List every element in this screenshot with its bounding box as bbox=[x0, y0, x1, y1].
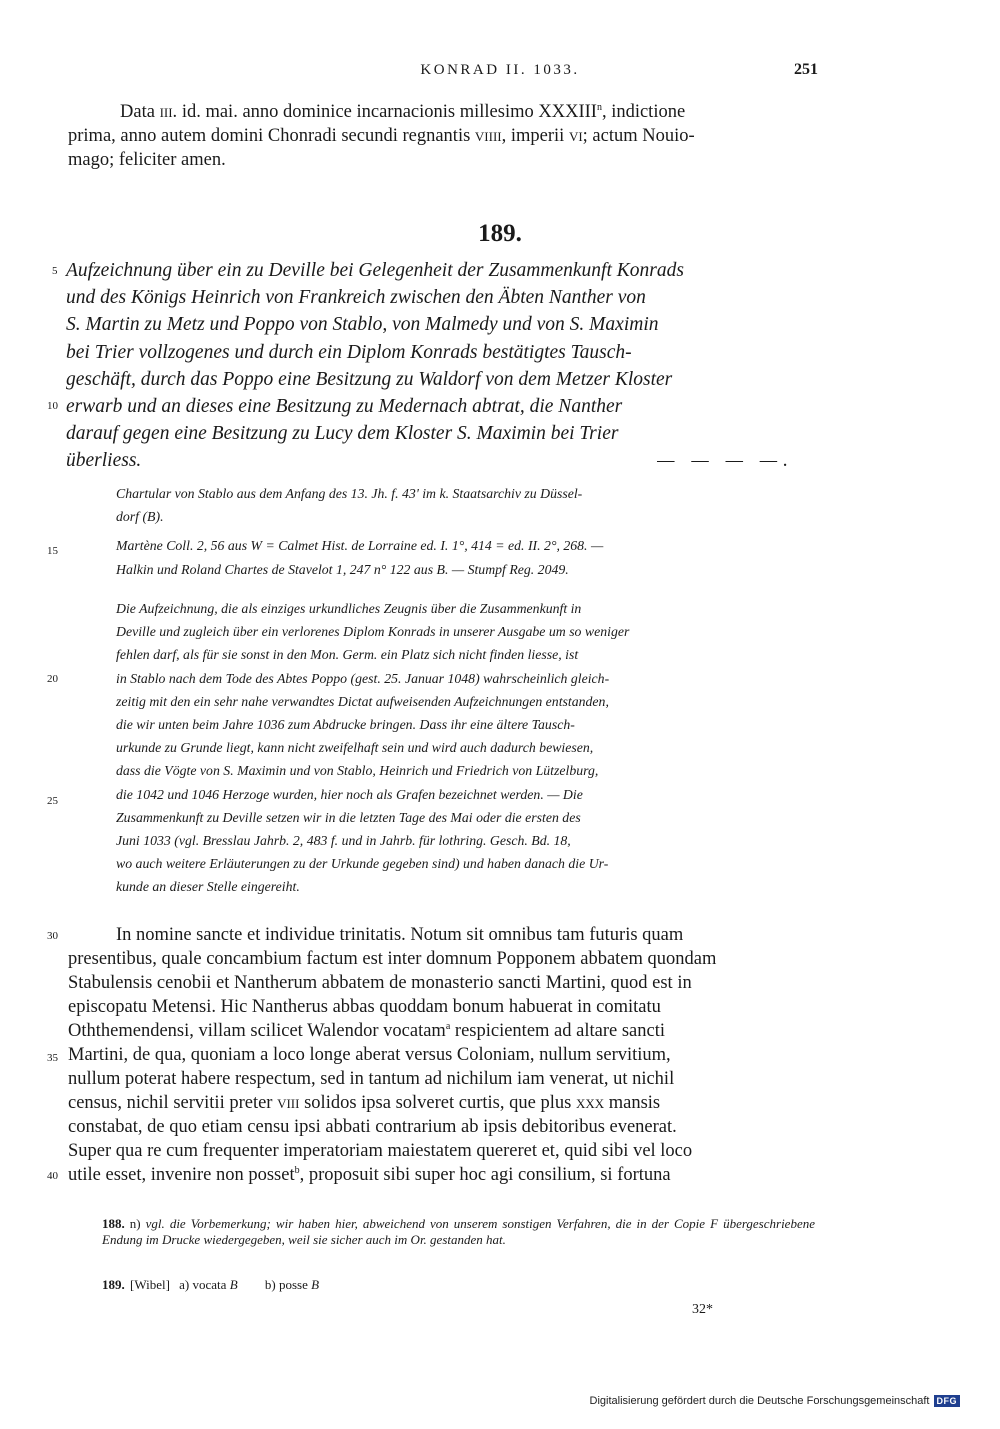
line-number-30: 30 bbox=[47, 930, 58, 942]
line-number-20: 20 bbox=[47, 673, 58, 685]
tradition-apparatus bbox=[116, 482, 816, 581]
summary-line: Aufzeichnung über ein zu Deville bei Gelegenheit der Zusammenkunft Konrads bbox=[66, 260, 684, 281]
dating-line-3: mago; feliciter amen. bbox=[68, 150, 226, 170]
text-line: Oththemendensi, villam scilicet Walendor vocatam$^a$ respicientem ad altare sancti bbox=[68, 1020, 665, 1041]
line-number-10: 10 bbox=[47, 400, 58, 412]
summary-line: bei Trier vollzogenes und durch ein Diplom Konrads bestätigtes Tausch- bbox=[66, 341, 632, 363]
summary-line: S. Martin zu Metz und Poppo von Stablo, von Malmedy und von S. Maximin bbox=[66, 314, 659, 336]
preface-line: urkunde zu Grunde liegt, kann nicht zweifelhaft sein und wird auch dadurch bewiesen, bbox=[116, 740, 594, 756]
footnote-variant-b: b) posse bbox=[264, 1277, 308, 1292]
footnote-variant-a: a) vocata bbox=[179, 1277, 227, 1292]
summary-line: geschäft, durch das Poppo eine Besitzung zu Waldorf von dem Metzer Kloster bbox=[66, 368, 673, 390]
summary-dashes: — — — —. bbox=[657, 450, 794, 472]
preface-line: in Stablo nach dem Tode des Abtes Poppo (gest. 25. Januar 1048) wahrscheinlich gleich- bbox=[116, 670, 610, 686]
line-number-40: 40 bbox=[47, 1170, 58, 1182]
line-number-15: 15 bbox=[47, 545, 58, 557]
text-line: nullum poterat habere respectum, sed in tantum ad nichilum iam venerat, ut nichil bbox=[68, 1069, 675, 1089]
dating-clause bbox=[68, 100, 818, 172]
preface-line: Juni 1033 (vgl. Bresslau Jahrb. 2, 483 f. und in Jahrb. für lothring. Gesch. Bd. 18, bbox=[116, 833, 571, 849]
page-number: 251 bbox=[794, 61, 818, 78]
running-header-title: KONRAD II. 1033. bbox=[420, 62, 580, 78]
tradition-line: dorf (B). bbox=[116, 509, 164, 525]
tradition-line: Chartular von Stablo aus dem Anfang des 13. Jh. f. 43' im k. Staatsarchiv zu Düssel- bbox=[116, 486, 583, 501]
preface-line: Die Aufzeichnung, die als einziges urkundliches Zeugnis über die Zusammenkunft in bbox=[116, 601, 582, 616]
text-line: episcopatu Metensi. Hic Nantherus abbas quoddam bonum habuerat in comitatu bbox=[68, 997, 661, 1017]
summary-line: erwarb und an dieses eine Besitzung zu Medernach abtrat, die Nanther bbox=[66, 396, 623, 418]
preface-line: Zusammenkunft zu Deville setzen wir in die letzten Tage des Mai oder die ersten des bbox=[116, 809, 581, 825]
text-line: Stabulensis cenobii et Nantherum abbatem de monasterio sancti Martini, quod est in bbox=[68, 973, 692, 993]
preface-line: dass die Vögte von S. Maximin und von Stablo, Heinrich und Friedrich von Lützelburg, bbox=[116, 763, 599, 779]
footnote-188 bbox=[102, 1216, 815, 1247]
preface-line: wo auch weitere Erläuterungen zu der Urkunde gegeben sind) und haben danach die Ur- bbox=[116, 856, 609, 872]
footnote-editor: [Wibel] bbox=[130, 1277, 170, 1292]
dfg-logo: DFG bbox=[934, 1395, 961, 1407]
signature-mark: 32* bbox=[692, 1302, 713, 1317]
dating-line-1: Data iii. id. mai. anno dominice incarnacionis millesimo XXXIII$^n$, indictione bbox=[120, 101, 686, 122]
footnote-label: n) bbox=[129, 1216, 141, 1231]
document-number: 189. bbox=[478, 220, 522, 247]
line-number-25: 25 bbox=[47, 795, 58, 807]
preface-line: kunde an dieser Stelle eingereiht. bbox=[116, 879, 300, 895]
text-line: In nomine sancte et individue trinitatis. Notum sit omnibus tam futuris quam bbox=[116, 925, 684, 945]
tradition-line: Halkin und Roland Chartes de Stavelot 1, 247 n° 122 aus B. — Stumpf Reg. 2049. bbox=[116, 561, 569, 577]
dating-line-2: prima, anno autem domini Chonradi secundi regnantis viiii, imperii vi; actum Nouio- bbox=[68, 126, 695, 146]
summary-line: und des Königs Heinrich von Frankreich zwischen den Äbten Nanther von bbox=[66, 287, 646, 309]
document-summary bbox=[66, 257, 816, 475]
preface-line: fehlen darf, als für sie sonst in den Mon. Germ. ein Platz sich nicht finden liesse, ist bbox=[116, 647, 579, 663]
charter-text bbox=[68, 923, 815, 1187]
footnote-number: 188. bbox=[102, 1216, 125, 1231]
footnote-189 bbox=[102, 1277, 815, 1293]
text-line: constabat, de quo etiam censu ipsi abbati contrarium ab ipsis debitoribus evenerat. bbox=[68, 1117, 677, 1137]
digitization-text: Digitalisierung gefördert durch die Deutsche Forschungsgemeinschaft bbox=[589, 1395, 930, 1407]
preface-line: Deville und zugleich über ein verlorenes Diplom Konrads in unserer Ausgabe um so weniger bbox=[116, 624, 630, 640]
preface-apparatus bbox=[116, 597, 816, 899]
preface-line: die wir unten beim Jahre 1036 zum Abdrucke bringen. Dass ihr eine ältere Tausch- bbox=[116, 717, 575, 733]
text-line: utile esset, invenire non posset$^b$, proposuit sibi super hoc agi consilium, si fortuna bbox=[68, 1164, 671, 1185]
summary-line: darauf gegen eine Besitzung zu Lucy dem Kloster S. Maximin bei Trier bbox=[66, 423, 619, 445]
line-number-5: 5 bbox=[52, 265, 58, 277]
footnote-number: 189. bbox=[102, 1277, 125, 1292]
text-line: census, nichil servitii preter viii solidos ipsa solveret curtis, que plus xxx mansis bbox=[68, 1093, 661, 1113]
tradition-line: Martène Coll. 2, 56 aus W = Calmet Hist. de Lorraine ed. I. 1°, 414 = ed. II. 2°, 268. — bbox=[116, 538, 604, 554]
text-line: Martini, de qua, quoniam a loco longe aberat versus Coloniam, nullum servitium, bbox=[68, 1045, 671, 1065]
footnote-siglum-b: B bbox=[311, 1277, 320, 1292]
footnote-siglum-a: B bbox=[229, 1277, 238, 1292]
digitization-notice bbox=[590, 1395, 960, 1407]
text-line: presentibus, quale concambium factum est inter domnum Popponem abbatem quondam bbox=[68, 949, 717, 969]
preface-line: die 1042 und 1046 Herzoge wurden, hier noch als Grafen bezeichnet werden. — Die bbox=[116, 786, 583, 802]
summary-line-last: überliess. — — — —. bbox=[66, 447, 816, 474]
line-number-35: 35 bbox=[47, 1052, 58, 1064]
preface-line: zeitig mit den ein sehr nahe verwandtes Dictat aufweisenden Aufzeichnungen entstanden, bbox=[116, 693, 609, 709]
footnote-text: vgl. die Vorbemerkung; wir haben hier, abweichend von unserem sonstigen Verfahren, die in der Copie F übergeschriebene Endung im Drucke wiedergegeben, weil sie sicher auch im Or. gestanden hat. bbox=[102, 1216, 815, 1247]
text-line: Super qua re cum frequenter imperatoriam maiestatem quereret et, quid sibi vel loco bbox=[68, 1141, 693, 1161]
